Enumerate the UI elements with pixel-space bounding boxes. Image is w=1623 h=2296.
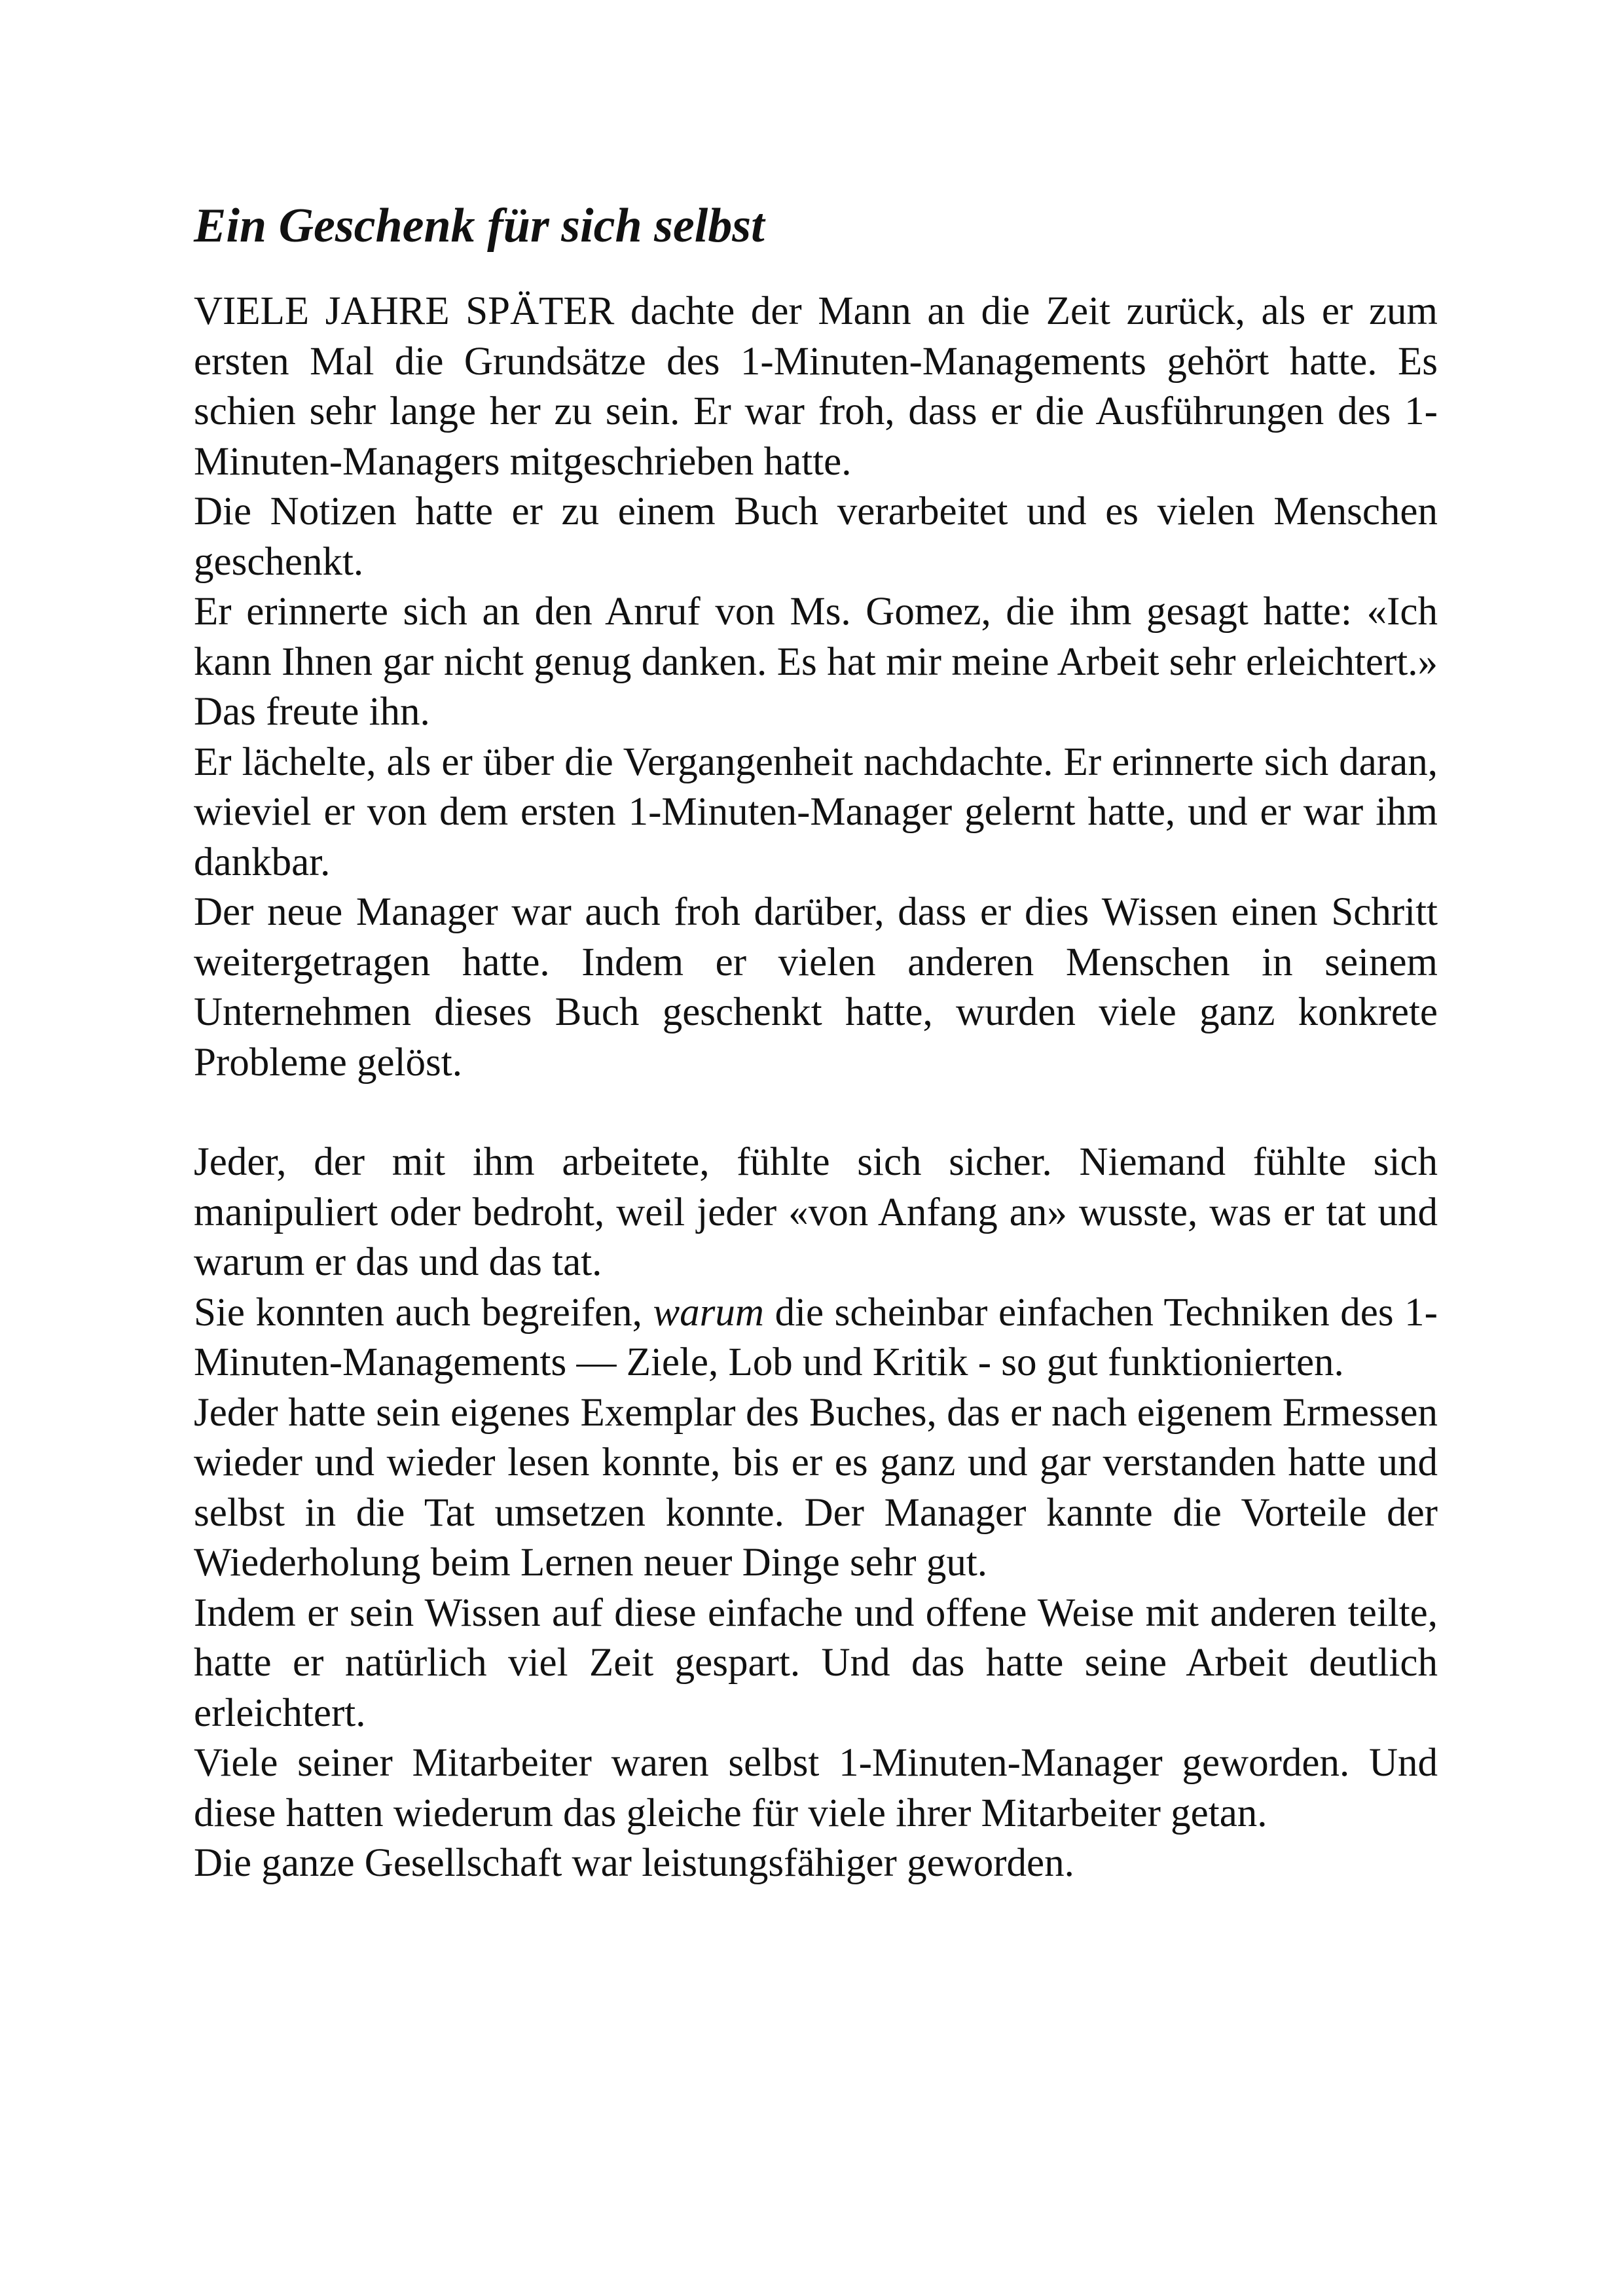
techniken-text-before: Sie konnten auch begreifen, [194, 1290, 653, 1335]
paragraph-techniken [194, 1288, 1438, 1388]
paragraph-gap [194, 1088, 1438, 1138]
techniken-text-after: die scheinbar einfachen Techniken des 1-Minuten-Managements — Ziele, Lob und Kritik - so gut funktionierten. [194, 1290, 1438, 1384]
paragraph-viele-jahre: VIELE JAHRE SPÄTER dachte der Mann an die Zeit zurück, als er zum ersten Mal die Grundsätze des 1-Minuten-Managements gehört hatte. Es schien sehr lange her zu sein. Er war froh, dass er die Ausführungen des 1-Minuten-Managers mitgeschrieben hatte. [194, 289, 1438, 484]
paragraph-laechelte: Er lächelte, als er über die Vergangenheit nachdachte. Er erinnerte sich daran, wieviel er von dem ersten 1-Minuten-Manager gelernt hatte, und er war ihm dankbar. [194, 740, 1438, 884]
document-page [194, 190, 1438, 1889]
paragraph-gesellschaft: Die ganze Gesellschaft war leistungsfähiger geworden. [194, 1841, 1074, 1885]
page-title: Ein Geschenk für sich selbst [194, 199, 765, 253]
paragraph-notizen: Die Notizen hatte er zu einem Buch verarbeitet und es vielen Menschen geschenkt. [194, 490, 1438, 584]
techniken-emphasis: warum [653, 1290, 764, 1335]
paragraph-wissen-teilte: Indem er sein Wissen auf diese einfache und offene Weise mit anderen teilte, hatte er natürlich viel Zeit gespart. Und das hatte seine Arbeit deutlich erleichtert. [194, 1590, 1438, 1735]
paragraph-mitarbeiter: Viele seiner Mitarbeiter waren selbst 1-Minuten-Manager geworden. Und diese hatten wiederum das gleiche für viele ihrer Mitarbeiter getan. [194, 1741, 1438, 1835]
paragraph-anruf: Er erinnerte sich an den Anruf von Ms. Gomez, die ihm gesagt hatte: «Ich kann Ihnen gar nicht genug danken. Es hat mir meine Arbeit sehr erleichtert.» Das freute ihn. [194, 590, 1438, 734]
paragraph-exemplar: Jeder hatte sein eigenes Exemplar des Buches, das er nach eigenem Ermessen wieder und wieder lesen konnte, bis er es ganz und gar verstanden hatte und selbst in die Tat umsetzen konnte. Der Manager kannte die Vorteile der Wiederholung beim Lernen neuer Dinge sehr gut. [194, 1390, 1438, 1585]
paragraph-jeder-sicher: Jeder, der mit ihm arbeitete, fühlte sich sicher. Niemand fühlte sich manipuliert oder bedroht, weil jeder «von Anfang an» wusste, was er tat und warum er das und das tat. [194, 1140, 1438, 1284]
paragraph-neuer-manager: Der neue Manager war auch froh darüber, dass er dies Wissen einen Schritt weitergetragen hatte. Indem er vielen anderen Menschen in seinem Unternehmen dieses Buch geschenkt hatte, wurden viele ganz konkrete Probleme gelöst. [194, 890, 1438, 1085]
